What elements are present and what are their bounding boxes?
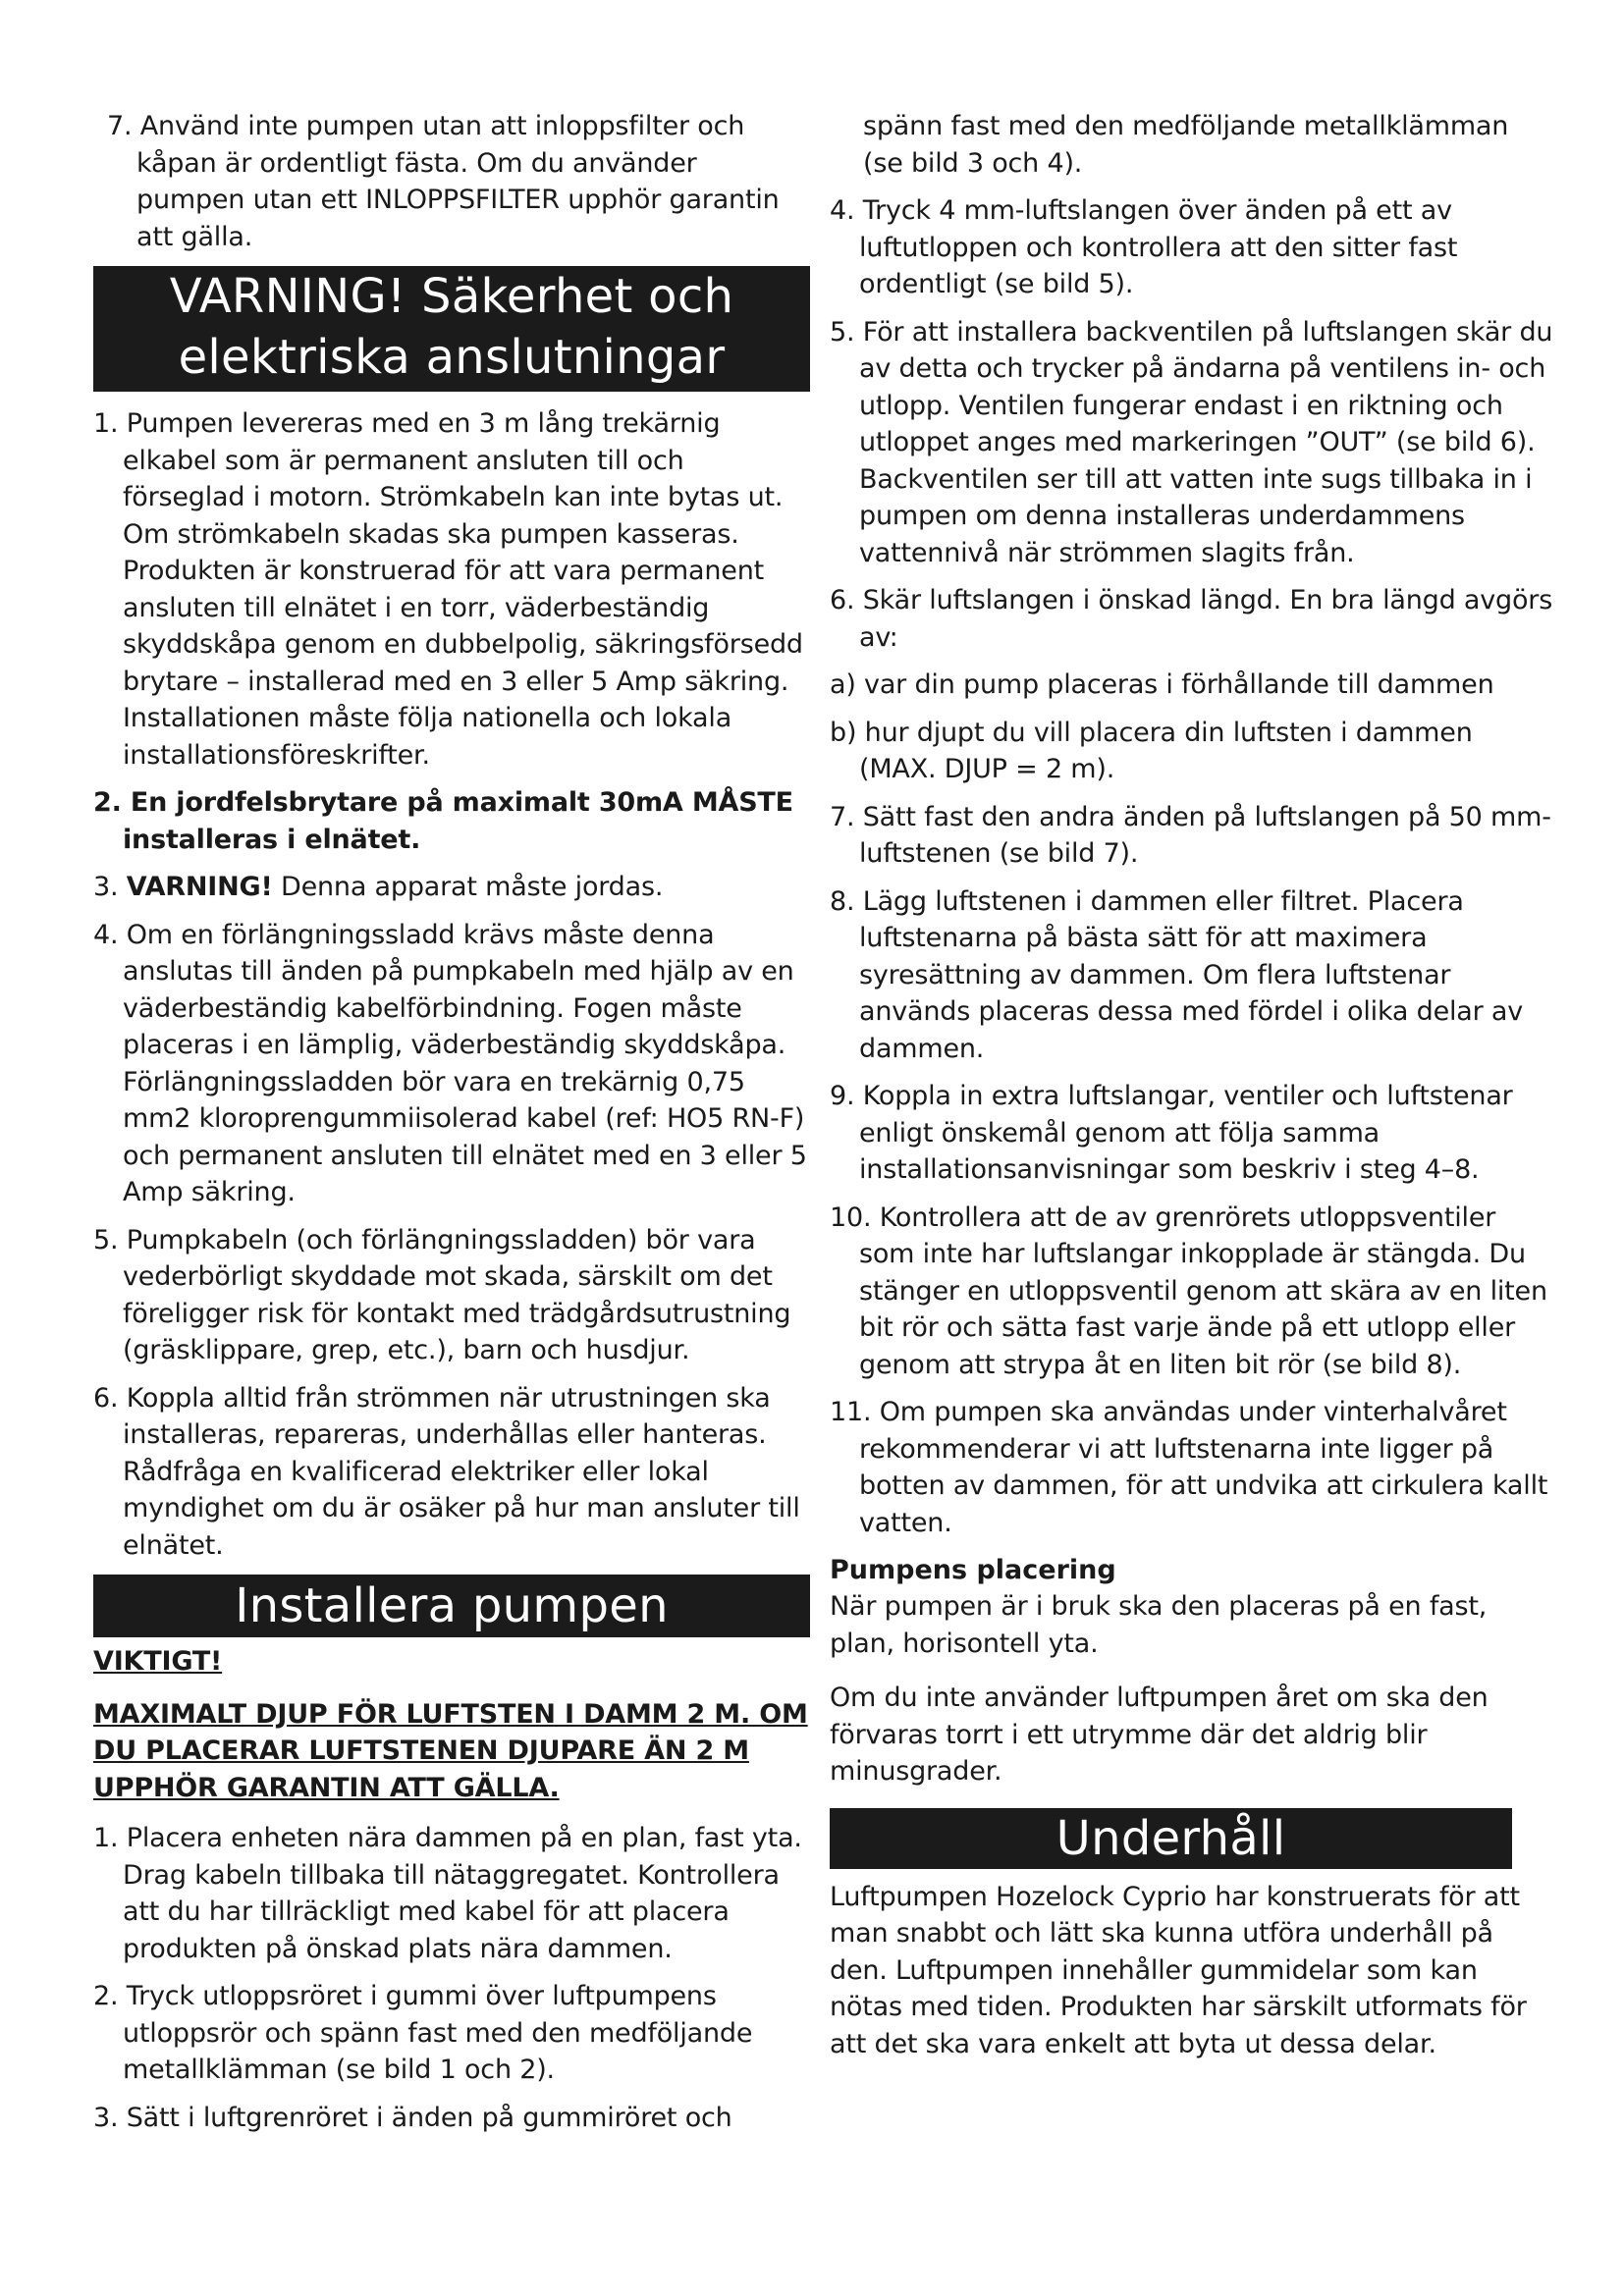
maintenance-text: Luftpumpen Hozelock Cyprio har konstruerats för att man snabbt och lätt ska kunna utföra underhåll på den. Luftpumpen innehåller gummidelar som kan nötas med tiden. Produkten har särskilt utformats för att det ska vara enkelt att byta ut dessa delar. [830, 1881, 1527, 2059]
list-item: 2. Tryck utloppsröret i gummi över luftpumpens utloppsrör och spänn fast med den medföljande metallklämman (se bild 1 och 2). [93, 1981, 753, 2085]
list-item: 7. Sätt fast den andra änden på luftslangen på 50 mm-luftstenen (se bild 7). [830, 801, 1551, 869]
list-item: 7. Använd inte pumpen utan att inloppsfilter och kåpan är ordentligt fästa. Om du använder pumpen utan ett INLOPPSFILTER upphör garantin att gälla. [107, 111, 780, 252]
list-item: 1. Placera enheten nära dammen på en plan, fast yta. Drag kabeln tillbaka till nätaggregatet. Kontrollera att du har tillräckligt med kabel för att placera produkten på önskad plats nära dammen. [93, 1823, 802, 1964]
list-item: 3. Sätt i luftgrenröret i änden på gummiröret och [93, 2102, 732, 2133]
max-depth-notice: MAXIMALT DJUP FÖR LUFTSTEN I DAMM 2 M. OM DU PLACERAR LUFTSTENEN DJUPARE ÄN 2 M UPPHÖR GARANTIN ATT GÄLLA. [93, 1698, 808, 1803]
list-number: 3. [93, 872, 127, 902]
list-item: 9. Koppla in extra luftslangar, ventiler och luftstenar enligt önskemål genom att följa samma installationsanvisningar som beskriv i steg 4–8. [830, 1081, 1513, 1185]
section-heading-warning: VARNING! Säkerhet och elektriska anslutningar [93, 266, 810, 392]
list-item: b) hur djupt du vill placera din luftsten i dammen (MAX. DJUP = 2 m). [830, 717, 1473, 784]
placement-text: När pumpen är i bruk ska den placeras på en fast, plan, horisontell yta. [830, 1591, 1488, 1659]
section-heading-install: Installera pumpen [93, 1575, 810, 1637]
list-item-text: Denna apparat måste jordas. [272, 872, 664, 902]
list-item: 2. En jordfelsbrytare på maximalt 30mA MÅSTE installeras i elnätet. [93, 787, 793, 855]
list-item: 11. Om pumpen ska användas under vinterhalvåret rekommenderar vi att luftstenarna inte ligger på botten av dammen, för att undvika att cirkulera kallt vatten. [830, 1397, 1548, 1538]
list-item [93, 869, 810, 906]
list-item: 4. Om en förlängningssladd krävs måste denna anslutas till änden på pumpkabeln med hjälp av en väderbeständig kabelförbindning. Fogen måste placeras i en lämplig, väderbeständig skyddskåpa. Förlängningssladden bör vara en trekärnig 0,75 mm2 kloroprengummiisolerad kabel (ref: HO5 RN-F) och permanent ansluten till elnätet med en 3 eller 5 Amp säkring. [93, 919, 807, 1207]
list-item: 6. Skär luftslangen i önskad längd. En bra längd avgörs av: [830, 585, 1553, 653]
list-item: 4. Tryck 4 mm-luftslangen över änden på ett av luftutloppen och kontrollera att den sitter fast ordentligt (se bild 5). [830, 195, 1458, 299]
list-item: 10. Kontrollera att de av grenrörets utloppsventiler som inte har luftslangar inkopplade är stängda. Du stänger en utloppsventil genom att skära av en liten bit rör och sätta fast varje ände på ett utlopp eller genom att strypa åt en liten bit rör (se bild 8). [830, 1201, 1547, 1380]
list-item: 5. Pumpkabeln (och förlängningssladden) bör vara vederbörligt skyddade mot skada, särskilt om det föreligger risk för kontakt med trädgårdsutrustning (gräsklippare, grep, etc.), barn och husdjur. [93, 1224, 791, 1365]
list-item: 1. Pumpen levereras med en 3 m lång trekärnig elkabel som är permanent ansluten till och förseglad i motorn. Strömkabeln kan inte bytas ut. Om strömkabeln skadas ska pumpen kasseras. Produkten är konstruerad för att vara permanent ansluten till elnätet i en torr, väderbeständig skyddskåpa genom en dubbelpolig, säkringsförsedd brytare – installerad med en 3 eller 5 Amp säkring. Installationen måste följa nationella och lokala installationsföreskrifter. [93, 408, 803, 771]
section-heading-maintenance: Underhåll [830, 1808, 1512, 1869]
right-column [830, 108, 1556, 2073]
left-column [93, 108, 810, 2147]
list-item: a) var din pump placeras i förhållande till dammen [830, 669, 1494, 700]
placement-title: Pumpens placering [830, 1555, 1116, 1585]
list-item: 6. Koppla alltid från strömmen när utrustningen ska installeras, repareras, underhållas eller hanteras. Rådfråga en kvalificerad elektriker eller lokal myndighet om du är osäker på hur man ansluter till elnätet. [93, 1382, 800, 1561]
continued-text: spänn fast med den medföljande metallklämman (se bild 3 och 4). [863, 111, 1509, 179]
list-item: 5. För att installera backventilen på luftslangen skär du av detta och trycker på ändarna på ventilens in- och utlopp. Ventilen fungerar endast i en riktning och utloppet anges med markeringen ”OUT” (se bild 6). Backventilen ser till att vatten inte sugs tillbaka in i pumpen om denna installeras underdammens vattennivå när strömmen slagits från. [830, 316, 1553, 568]
important-label: VIKTIGT! [93, 1646, 223, 1677]
warning-word: VARNING! [126, 872, 273, 902]
storage-text: Om du inte använder luftpumpen året om ska den förvaras torrt i ett utrymme där det aldrig blir minusgrader. [830, 1682, 1489, 1787]
list-item: 8. Lägg luftstenen i dammen eller filtret. Placera luftstenarna på bästa sätt för att maximera syresättning av dammen. Om flera luftstenar används placeras dessa med fördel i olika delar av dammen. [830, 885, 1524, 1064]
